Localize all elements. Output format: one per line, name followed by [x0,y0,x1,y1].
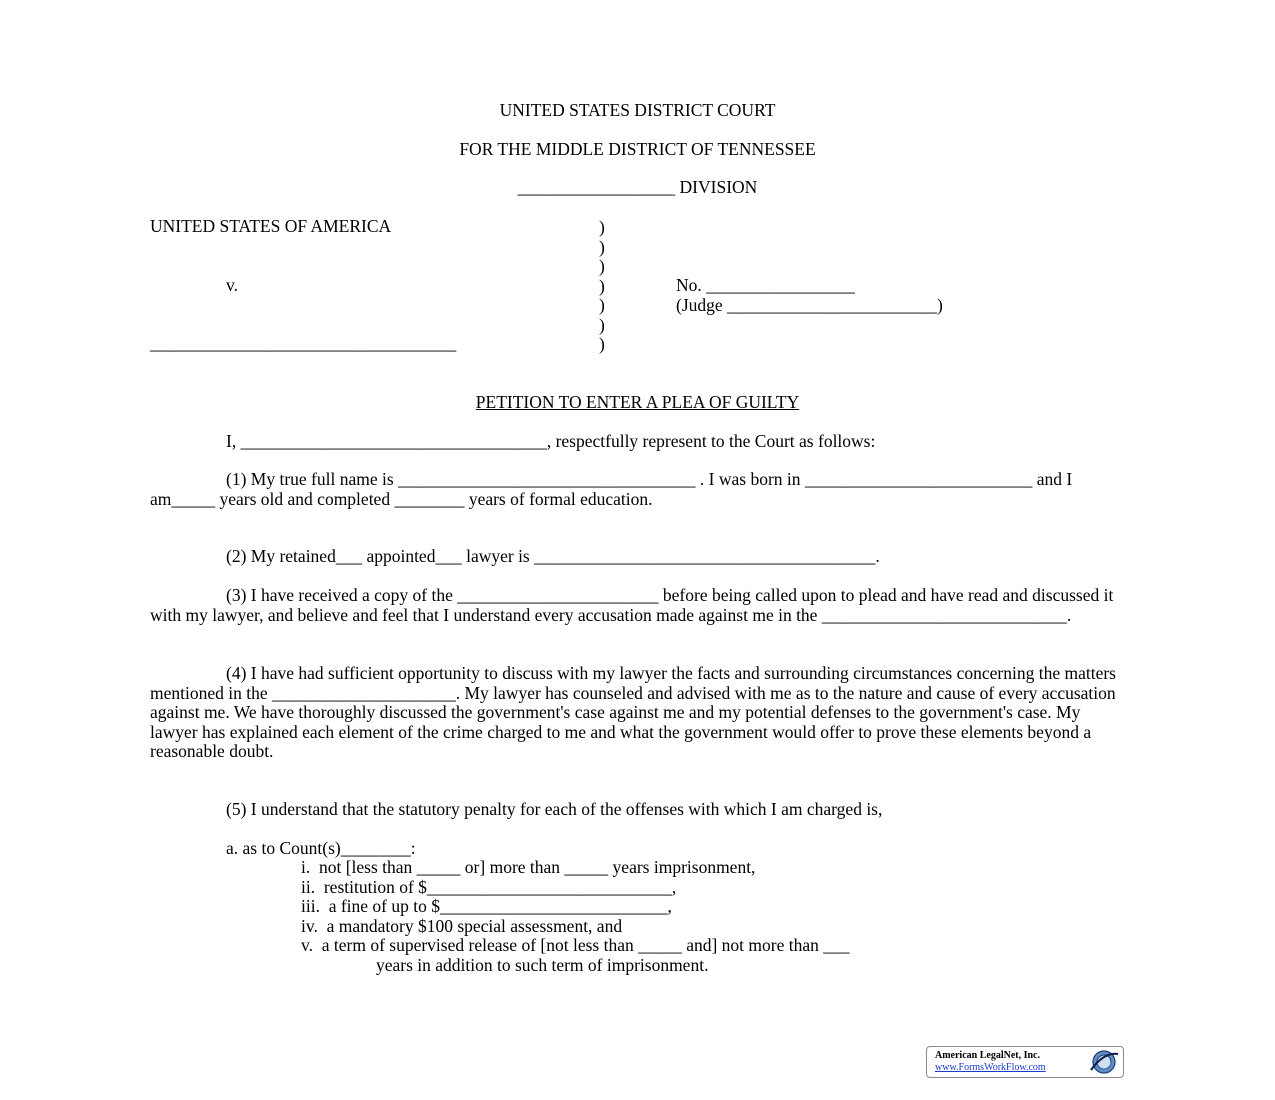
defendant-line: ___________________________________ [150,333,457,353]
penalty-item: i. not [less than _____ or] more than _____ years imprisonment, [301,857,756,877]
penalty-item: iv. a mandatory $100 special assessment, and [301,916,623,936]
document-title: PETITION TO ENTER A PLEA OF GUILTY [475,392,800,412]
paragraph-3 [150,586,1120,625]
paragraph-1-text: (1) My true full name is __________________________________ . I was born in __________________________ and I am_____ years old and completed ________ years of formal education. [150,469,1073,509]
paragraph-2 [150,547,1120,567]
paragraph-5 [150,800,1120,820]
paragraph-3-text: (3) I have received a copy of the _______________________ before being called upon to plead and have read and discussed it with my lawyer, and believe and feel that I understand every accusation made against me in the ____________________________. [150,585,1114,625]
publisher-badge [926,1046,1124,1078]
plaintiff-name: UNITED STATES OF AMERICA [150,216,392,236]
penalty-item: iii. a fine of up to $__________________________, [301,896,672,916]
penalty-item: v. a term of supervised release of [not less than _____ and] not more than ___ [301,935,850,955]
globe-logo-icon [1085,1048,1121,1076]
caption-paren: ) [599,276,605,296]
judge-line: (Judge ________________________) [676,295,943,315]
publisher-name: American LegalNet, Inc. [935,1050,1040,1061]
paragraph-4-text: (4) I have had sufficient opportunity to discuss with my lawyer the facts and surrounding circumstances concerning the matters mentioned in the _____________________. My lawyer has counseled and advised with me as to the nature and cause of every accusation against me. We have thoroughly discussed the government's case against me and my potential defenses to the government's case. My lawyer has explained each element of the crime charged to me and what the government would offer to prove these elements beyond a reasonable doubt. [150,663,1116,761]
caption-paren: ) [599,334,605,354]
paragraph-2-text: (2) My retained___ appointed___ lawyer is _______________________________________. [226,546,880,566]
publisher-link[interactable]: www.FormsWorkFlow.com [935,1062,1046,1073]
district-name: FOR THE MIDDLE DISTRICT OF TENNESSEE [459,139,816,159]
caption-paren: ) [599,217,605,237]
paragraph-5-text: (5) I understand that the statutory penalty for each of the offenses with which I am charged is, [226,799,883,819]
paragraph-4 [150,664,1120,762]
count-line: a. as to Count(s)________: [226,838,416,858]
court-name: UNITED STATES DISTRICT COURT [499,100,776,120]
intro-paragraph: I, ___________________________________, respectfully represent to the Court as follows: [226,431,876,451]
division-line: __________________ DIVISION [517,177,758,197]
paragraph-1 [150,470,1120,509]
caption-paren: ) [599,237,605,257]
case-number: No. _________________ [676,275,855,295]
caption-paren: ) [599,295,605,315]
versus: v. [226,275,238,295]
penalty-continuation: years in addition to such term of imprisonment. [376,955,709,975]
caption-paren: ) [599,315,605,335]
penalty-item: ii. restitution of $____________________________, [301,877,677,897]
caption-paren: ) [599,256,605,276]
